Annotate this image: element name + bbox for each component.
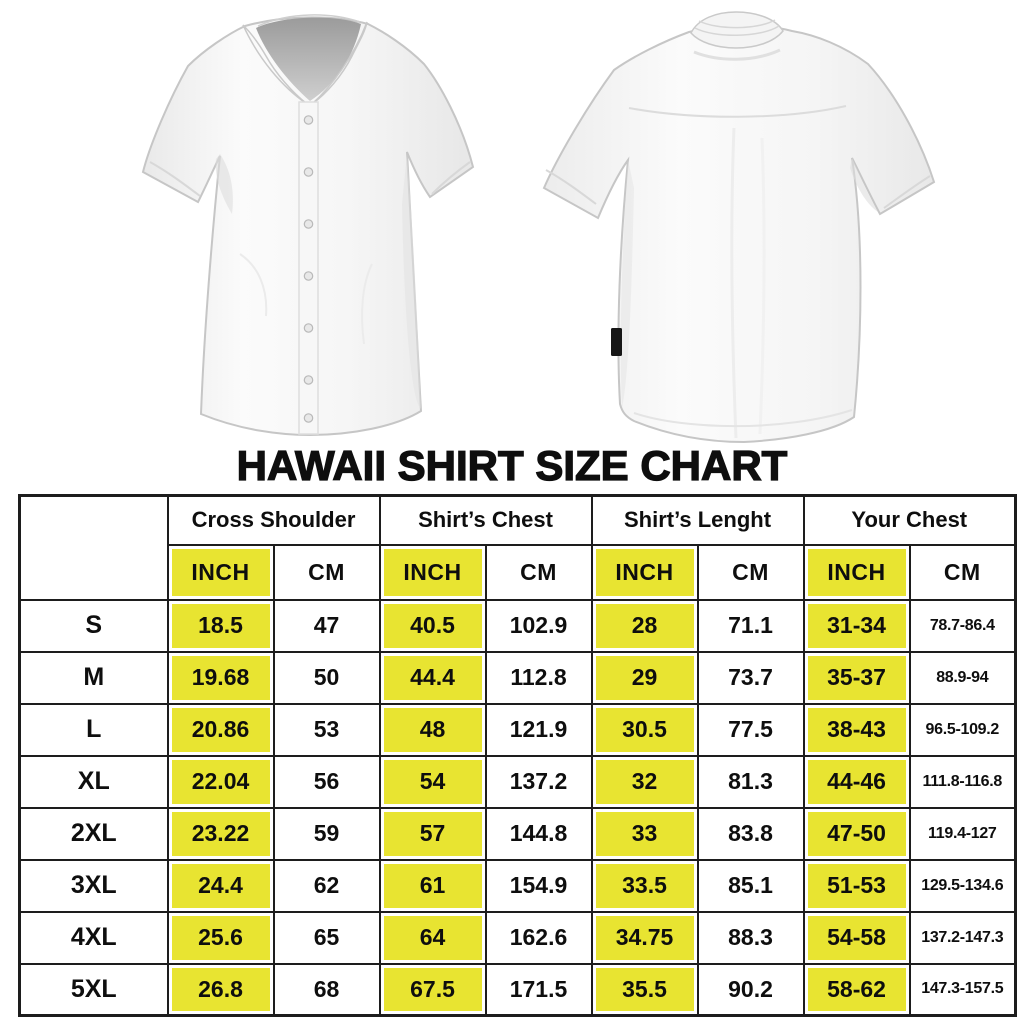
measurement-cell: 88.9-94 xyxy=(910,652,1016,704)
group-header-0: Cross Shoulder xyxy=(168,496,380,545)
table-row xyxy=(20,652,1016,704)
measurement-cell: 54-58 xyxy=(804,912,910,964)
measurement-cell: 47 xyxy=(274,600,380,652)
unit-header-3-0: INCH xyxy=(804,545,910,600)
measurement-cell: 40.5 xyxy=(380,600,486,652)
measurement-cell: 26.8 xyxy=(168,964,274,1016)
measurement-cell: 137.2 xyxy=(486,756,592,808)
size-row-label: 5XL xyxy=(20,964,168,1016)
unit-header-2-1: CM xyxy=(698,545,804,600)
size-row-label: L xyxy=(20,704,168,756)
table-row xyxy=(20,600,1016,652)
measurement-cell: 33.5 xyxy=(592,860,698,912)
measurement-cell: 62 xyxy=(274,860,380,912)
unit-header-1-1: CM xyxy=(486,545,592,600)
table-row xyxy=(20,912,1016,964)
measurement-cell: 67.5 xyxy=(380,964,486,1016)
size-chart-table xyxy=(18,494,1017,1017)
shirt-back-image xyxy=(534,8,946,446)
table-corner-cell xyxy=(20,496,168,600)
hem-tag xyxy=(611,328,622,356)
measurement-cell: 57 xyxy=(380,808,486,860)
measurement-cell: 147.3-157.5 xyxy=(910,964,1016,1016)
measurement-cell: 48 xyxy=(380,704,486,756)
measurement-cell: 33 xyxy=(592,808,698,860)
measurement-cell: 81.3 xyxy=(698,756,804,808)
shirt-back-body xyxy=(544,12,934,442)
measurement-cell: 111.8-116.8 xyxy=(910,756,1016,808)
group-header-3: Your Chest xyxy=(804,496,1016,545)
measurement-cell: 171.5 xyxy=(486,964,592,1016)
measurement-cell: 18.5 xyxy=(168,600,274,652)
measurement-cell: 162.6 xyxy=(486,912,592,964)
header-group-row xyxy=(20,496,1016,545)
measurement-cell: 22.04 xyxy=(168,756,274,808)
measurement-cell: 58-62 xyxy=(804,964,910,1016)
measurement-cell: 51-53 xyxy=(804,860,910,912)
measurement-cell: 71.1 xyxy=(698,600,804,652)
measurement-cell: 96.5-109.2 xyxy=(910,704,1016,756)
unit-header-3-1: CM xyxy=(910,545,1016,600)
measurement-cell: 20.86 xyxy=(168,704,274,756)
measurement-cell: 78.7-86.4 xyxy=(910,600,1016,652)
measurement-cell: 31-34 xyxy=(804,600,910,652)
size-row-label: 2XL xyxy=(20,808,168,860)
measurement-cell: 129.5-134.6 xyxy=(910,860,1016,912)
measurement-cell: 73.7 xyxy=(698,652,804,704)
unit-header-0-0: INCH xyxy=(168,545,274,600)
measurement-cell: 29 xyxy=(592,652,698,704)
measurement-cell: 35.5 xyxy=(592,964,698,1016)
shirt-front-body xyxy=(143,15,473,435)
measurement-cell: 34.75 xyxy=(592,912,698,964)
measurement-cell: 90.2 xyxy=(698,964,804,1016)
measurement-cell: 35-37 xyxy=(804,652,910,704)
measurement-cell: 47-50 xyxy=(804,808,910,860)
measurement-cell: 32 xyxy=(592,756,698,808)
size-row-label: 4XL xyxy=(20,912,168,964)
measurement-cell: 85.1 xyxy=(698,860,804,912)
size-chart-body xyxy=(20,600,1016,1016)
measurement-cell: 50 xyxy=(274,652,380,704)
measurement-cell: 119.4-127 xyxy=(910,808,1016,860)
group-header-2: Shirt’s Lenght xyxy=(592,496,804,545)
measurement-cell: 154.9 xyxy=(486,860,592,912)
measurement-cell: 61 xyxy=(380,860,486,912)
size-chart-header xyxy=(20,496,1016,600)
measurement-cell: 24.4 xyxy=(168,860,274,912)
measurement-cell: 102.9 xyxy=(486,600,592,652)
table-row xyxy=(20,756,1016,808)
table-row xyxy=(20,808,1016,860)
measurement-cell: 83.8 xyxy=(698,808,804,860)
measurement-cell: 77.5 xyxy=(698,704,804,756)
measurement-cell: 19.68 xyxy=(168,652,274,704)
measurement-cell: 30.5 xyxy=(592,704,698,756)
unit-header-0-1: CM xyxy=(274,545,380,600)
measurement-cell: 121.9 xyxy=(486,704,592,756)
measurement-cell: 53 xyxy=(274,704,380,756)
measurement-cell: 65 xyxy=(274,912,380,964)
measurement-cell: 38-43 xyxy=(804,704,910,756)
measurement-cell: 144.8 xyxy=(486,808,592,860)
group-header-1: Shirt’s Chest xyxy=(380,496,592,545)
table-row xyxy=(20,860,1016,912)
measurement-cell: 137.2-147.3 xyxy=(910,912,1016,964)
table-row xyxy=(20,964,1016,1016)
size-row-label: 3XL xyxy=(20,860,168,912)
size-row-label: M xyxy=(20,652,168,704)
measurement-cell: 112.8 xyxy=(486,652,592,704)
measurement-cell: 88.3 xyxy=(698,912,804,964)
measurement-cell: 23.22 xyxy=(168,808,274,860)
measurement-cell: 25.6 xyxy=(168,912,274,964)
table-row xyxy=(20,704,1016,756)
measurement-cell: 44-46 xyxy=(804,756,910,808)
header-unit-row xyxy=(20,545,1016,600)
measurement-cell: 56 xyxy=(274,756,380,808)
measurement-cell: 54 xyxy=(380,756,486,808)
size-row-label: XL xyxy=(20,756,168,808)
measurement-cell: 68 xyxy=(274,964,380,1016)
chart-title: HAWAII SHIRT SIZE CHART xyxy=(236,442,788,489)
measurement-cell: 28 xyxy=(592,600,698,652)
measurement-cell: 59 xyxy=(274,808,380,860)
measurement-cell: 64 xyxy=(380,912,486,964)
shirt-front-image xyxy=(140,4,476,444)
unit-header-2-0: INCH xyxy=(592,545,698,600)
size-row-label: S xyxy=(20,600,168,652)
measurement-cell: 44.4 xyxy=(380,652,486,704)
unit-header-1-0: INCH xyxy=(380,545,486,600)
